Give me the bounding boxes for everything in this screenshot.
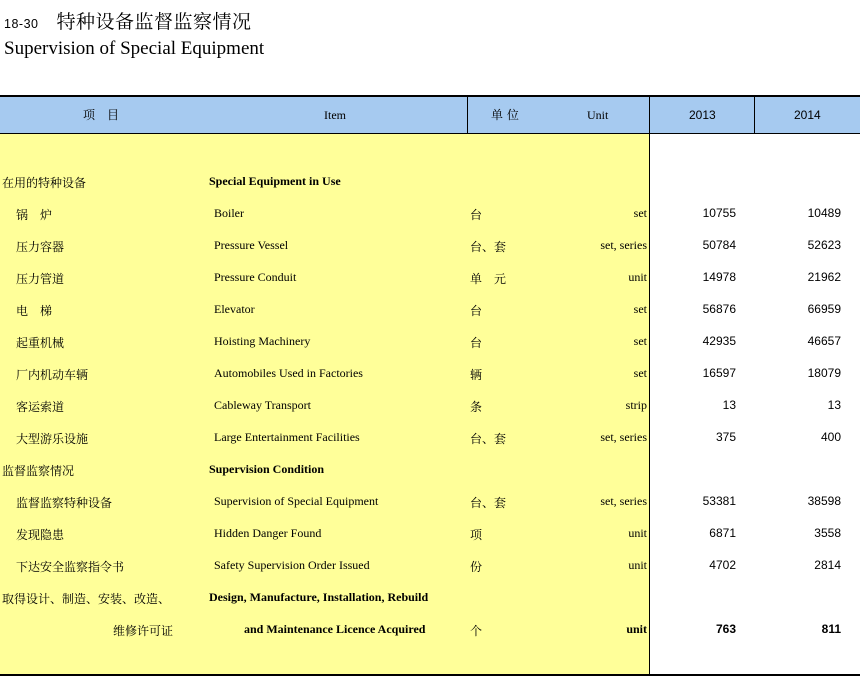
table-row [0,198,860,230]
value-2013: 56876 [702,302,736,316]
table-row [0,262,860,294]
header-unit-cn: 单 位 [491,108,519,122]
unit-cn: 台 [470,304,483,318]
value-2014: 2814 [814,558,841,572]
table-row [0,326,860,358]
item-name-cn: 电 梯 [16,304,53,318]
unit-en: set, series [600,238,647,252]
item-name-cn: 发现隐患 [16,528,65,542]
item-name-cn: 在用的特种设备 [2,176,87,190]
item-name-cn: 大型游乐设施 [16,432,89,446]
unit-cn: 台、套 [470,496,507,510]
value-2014: 66959 [807,302,841,316]
table-row [0,550,860,582]
value-2014: 10489 [807,206,841,220]
header-item-cn: 项 目 [83,108,120,122]
value-2013: 763 [715,622,736,636]
table-row [0,294,860,326]
table-row [0,230,860,262]
item-name-en: Elevator [214,302,255,316]
table-row [0,614,860,646]
item-name-en: Boiler [214,206,244,220]
unit-cn: 台 [470,208,483,222]
item-name-en: Pressure Conduit [214,270,297,284]
unit-cn: 辆 [470,368,483,382]
unit-cn: 份 [470,560,483,574]
table-row [0,390,860,422]
value-2013: 50784 [702,238,736,252]
item-name-en: Automobiles Used in Factories [214,366,363,380]
table-row [0,486,860,518]
value-2013: 10755 [702,206,736,220]
table-number: 18-30 [4,17,39,31]
item-name-en: Large Entertainment Facilities [214,430,360,444]
value-2014: 21962 [807,270,841,284]
item-name-cn: 下达安全监察指令书 [16,560,125,574]
value-2014: 38598 [807,494,841,508]
unit-en: set [633,206,647,220]
unit-en: set, series [600,430,647,444]
header-divider [754,97,755,133]
value-2014: 52623 [807,238,841,252]
item-name-cn: 监督监察特种设备 [16,496,113,510]
header-item-en: Item [324,108,346,122]
table-row [0,518,860,550]
value-2014: 3558 [814,526,841,540]
value-2014: 400 [820,430,841,444]
table-header [0,97,860,134]
title-cn-text: 特种设备监督监察情况 [56,11,252,33]
item-name-cn: 起重机械 [16,336,65,350]
item-name-en: Safety Supervision Order Issued [214,558,370,572]
value-2014: 811 [821,622,841,636]
unit-en: set, series [600,494,647,508]
unit-en: unit [626,622,647,636]
unit-cn: 台 [470,336,483,350]
unit-en: strip [625,398,647,412]
value-2013: 14978 [702,270,736,284]
item-name-cn: 客运索道 [16,400,65,414]
item-name-cn: 锅 炉 [16,208,53,222]
unit-cn: 单 元 [470,272,507,286]
item-name-en: and Maintenance Licence Acquired [244,622,426,636]
section-row [0,582,860,614]
value-2013: 6871 [709,526,736,540]
item-name-en: Hoisting Machinery [214,334,311,348]
item-name-cn: 压力容器 [16,240,65,254]
unit-cn: 项 [470,528,483,542]
header-divider [467,97,468,133]
item-name-cn: 监督监察情况 [2,464,75,478]
item-name-cn: 取得设计、制造、安装、改造、 [2,592,171,606]
header-year-2013: 2013 [689,108,716,122]
unit-cn: 条 [470,400,483,414]
item-name-en: Pressure Vessel [214,238,289,252]
unit-en: unit [628,526,647,540]
item-name-cn: 厂内机动车辆 [16,368,89,382]
item-name-en: Cableway Transport [214,398,311,412]
section-row [0,166,860,198]
value-2014: 18079 [807,366,841,380]
section-row [0,454,860,486]
item-name-en: Supervision of Special Equipment [214,494,379,508]
bottom-rule [0,674,860,676]
value-2013: 13 [722,398,736,412]
item-name-en: Special Equipment in Use [209,174,341,188]
header-year-2014: 2014 [794,108,821,122]
table-row [0,422,860,454]
item-name-cn: 维修许可证 [113,624,174,638]
header-divider [649,97,650,133]
value-2013: 53381 [702,494,736,508]
unit-cn: 台、套 [470,240,507,254]
header-unit-en: Unit [587,108,609,122]
unit-en: set [633,366,647,380]
unit-en: set [633,302,647,316]
unit-en: unit [628,270,647,284]
item-name-cn: 压力管道 [16,272,65,286]
unit-en: set [633,334,647,348]
value-2014: 46657 [807,334,841,348]
unit-cn: 个 [470,624,483,638]
unit-en: unit [628,558,647,572]
item-name-en: Supervision Condition [209,462,325,476]
value-2014: 13 [827,398,841,412]
table-row [0,358,860,390]
table-title-en: Supervision of Special Equipment [4,38,265,59]
value-2013: 42935 [702,334,736,348]
value-2013: 4702 [709,558,736,572]
item-name-en: Hidden Danger Found [214,526,322,540]
item-name-en: Design, Manufacture, Installation, Rebuild [209,590,429,604]
table-title-cn [4,7,252,34]
unit-cn: 台、套 [470,432,507,446]
value-2013: 16597 [702,366,736,380]
value-2013: 375 [715,430,736,444]
